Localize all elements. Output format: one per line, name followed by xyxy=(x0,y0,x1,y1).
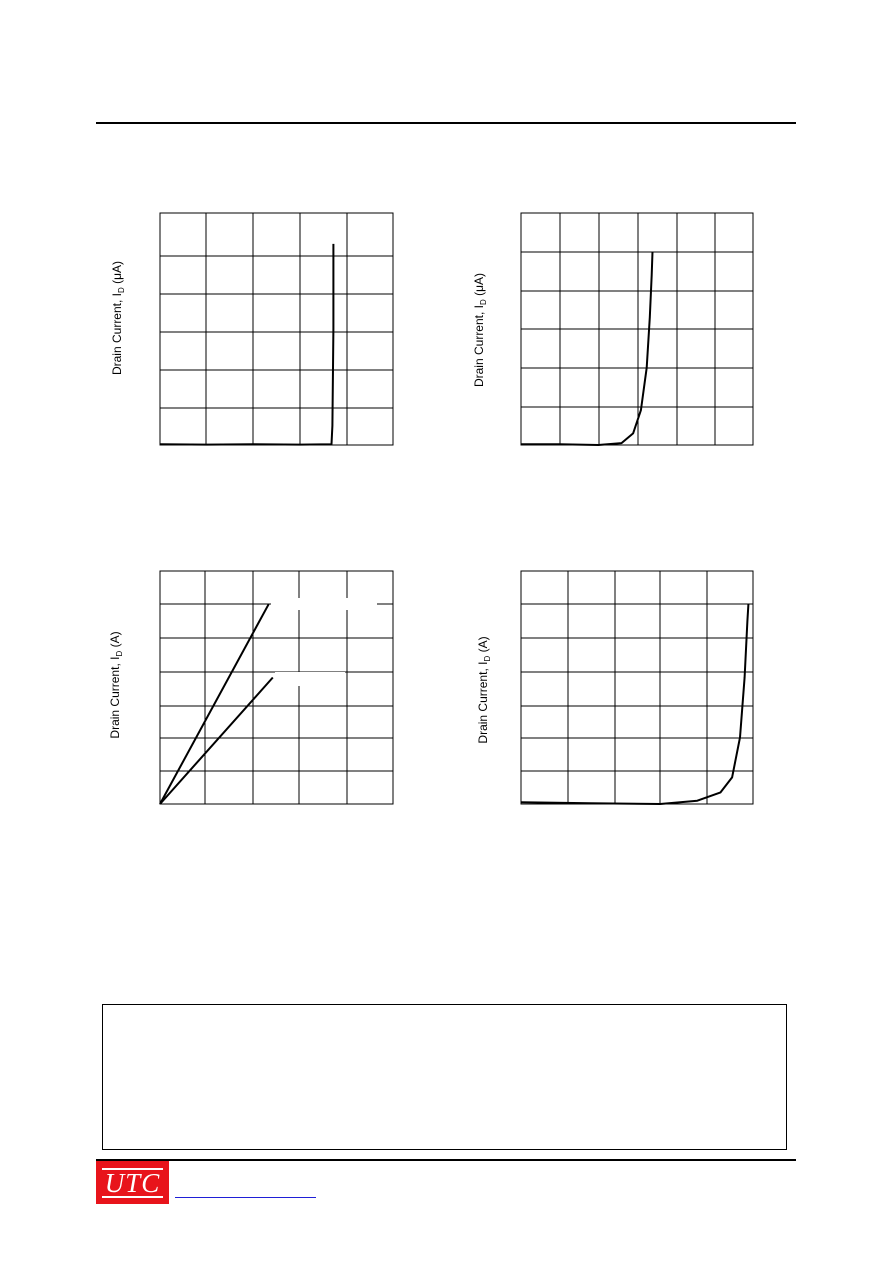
series-line-1 xyxy=(521,604,748,804)
chart3-ylabel: Drain Current, $I_D$ (A) xyxy=(107,631,125,739)
chart4-ylabel: Drain Current, $I_D$ (A) xyxy=(475,636,493,744)
utc-logo xyxy=(96,1161,169,1204)
chart2-ylabel: Drain Current, $I_D$ (μA) xyxy=(471,272,489,388)
plot-frame xyxy=(521,571,753,804)
website-link[interactable] xyxy=(175,1181,316,1198)
utc-logo-text: UTC xyxy=(102,1168,164,1198)
notice-box xyxy=(102,1004,787,1150)
chart1-ylabel: Drain Current, $I_D$ (μA) xyxy=(109,260,127,376)
footer-rule xyxy=(96,1159,796,1161)
